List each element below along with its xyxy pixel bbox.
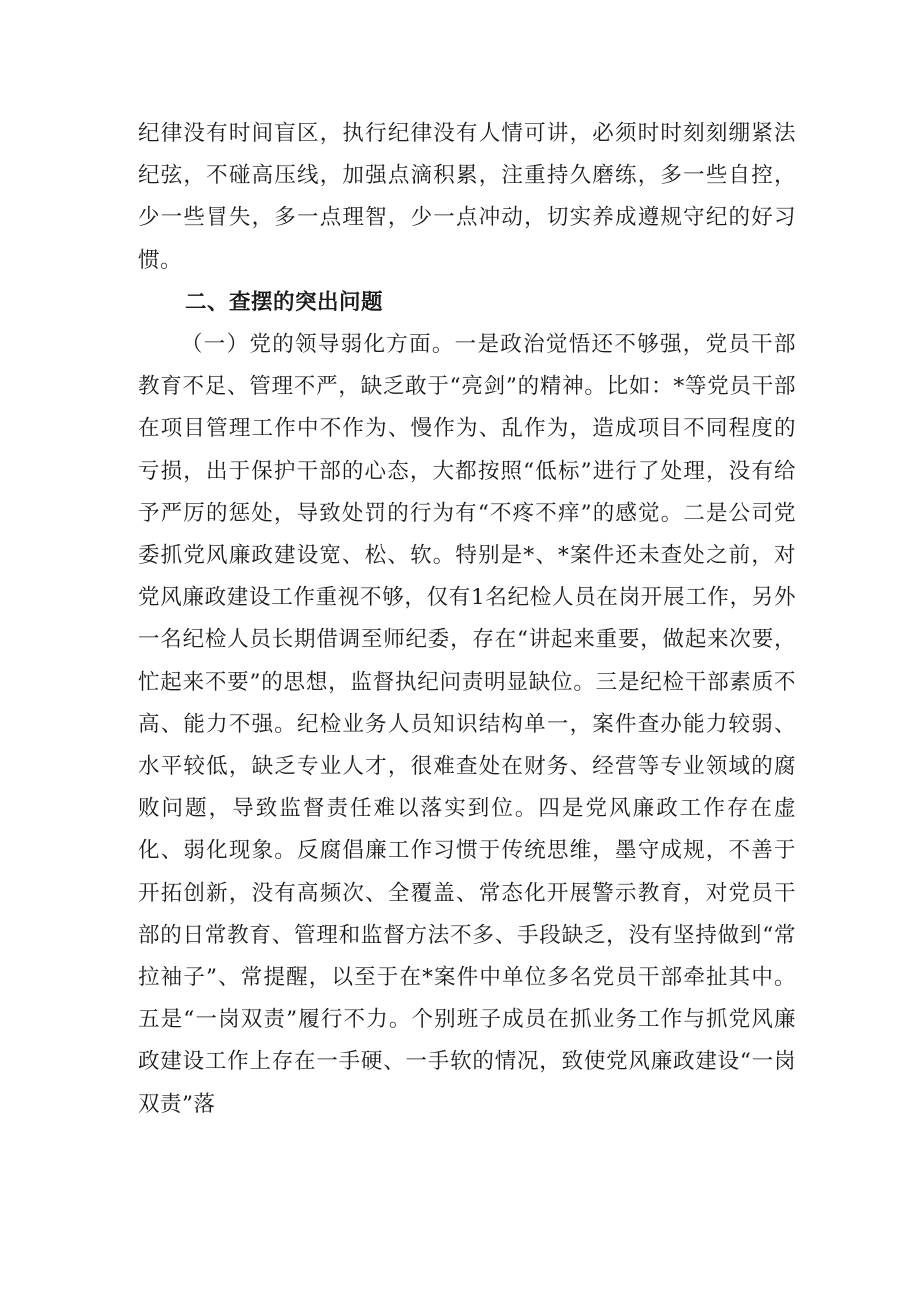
paragraph-section-2-1: （一）党的领导弱化方面。一是政治觉悟还不够强，党员干部教育不足、管理不严，缺乏敢于“亮剑”的精神。比如：*等党员干部在项目管理工作中不作为、慢作为、乱作为，造成项目不同程度的亏损，出于保护干部的心态，大都按照“低标”进行了处理，没有给予严厉的惩处，导致处罚的行为有“不疼不痒”的感觉。二是公司党委抓党风廉政建设宽、松、软。特别是*、*案件还未查处之前，对党风廉政建设工作重视不够，仅有1名纪检人员在岗开展工作，另外一名纪检人员长期借调至师纪委，存在“讲起来重要，做起来次要，忙起来不要”的思想，监督执纪问责明显缺位。三是纪检干部素质不高、能力不强。纪检业务人员知识结构单一，案件查办能力较弱、水平较低，缺乏专业人才，很难查处在财务、经营等专业领域的腐败问题，导致监督责任难以落实到位。四是党风廉政工作存在虚化、弱化现象。反腐倡廉工作习惯于传统思维，墨守成规，不善于开拓创新，没有高频次、全覆盖、常态化开展警示教育，对党员干部的日常教育、管理和监督方法不多、手段缺乏，没有坚持做到“常拉袖子”、常提醒，以至于在*案件中单位多名党员干部牵扯其中。五是“一岗双责”履行不力。个别班子成员在抓业务工作与抓党风廉政建设工作上存在一手硬、一手软的情况，致使党风廉政建设“一岗双责”落 bbox=[138, 332, 796, 1117]
section-heading: 二、查摆的突出问题 bbox=[185, 289, 384, 315]
document-body bbox=[138, 113, 796, 1126]
paragraph-continuation: 纪律没有时间盲区，执行纪律没有人情可讲，必须时时刻刻绷紧法纪弦，不碰高压线，加强点滴积累，注重持久磨练，多一些自控，少一些冒失，多一点理智，少一点冲动，切实养成遵规守纪的好习惯。 bbox=[138, 121, 796, 273]
